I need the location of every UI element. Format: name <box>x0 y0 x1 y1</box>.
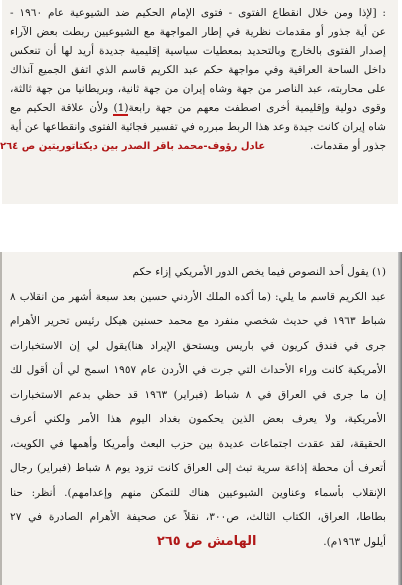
text-line: عبد الكريم قاسم ما يلي: (ما أكده الملك الأردني حسين بعد سبعة أشهر من انقلاب ٨ <box>10 290 386 303</box>
footnote-text <box>10 260 386 554</box>
source-reference: عادل رؤوف-محمد باقر الصدر بين ديكتاتوريتين ص ٢٦٤ <box>0 141 266 152</box>
text-segment: ولأن علاقة الحكيم مع <box>10 102 114 114</box>
text-line: الأمريكية، ولا يعرف بعض الذين يحكمون بغداد اليوم هذا الأمر ولكني أعرف <box>10 413 386 425</box>
text-line-with-footnote <box>10 99 386 118</box>
text-line: الإنقلاب بأسماء وعناوين الشيوعيين هناك للتمكن منهم وإعدامهم). أنظر: حنا <box>10 486 386 499</box>
text-segment: وقوى دولية وإقليمية أخرى اصطفت معهم من جهة رابعة <box>128 102 386 114</box>
text-line: بطاطا، العراق، الكتاب الثالث، ص٣٠٠، نقلاً عن صحيفة الأهرام الصادرة في ٢٧ <box>10 511 387 523</box>
text-line: شاه إيران كانت جيدة وعد هذا الربط مبرره في تفسير فجائية الفتوى وانقطاعها عن أية <box>9 121 386 133</box>
text-line: الحقيقة، لقد عقدت اجتماعات عديدة بين حزب البعث وأمريكا وأهمها في الكويت، <box>10 437 386 450</box>
text-line-with-page-ref <box>10 530 386 555</box>
text-line: : [لإذا ومن خلال انقطاع الفتوى - فتوى الإمام الحكيم ضد الشيوعية عام ١٩٦٠ - <box>10 7 386 19</box>
text-segment: جذور أو مقدمات. <box>310 140 386 152</box>
text-line-with-source <box>0 137 386 156</box>
text-segment: أيلول ١٩٦٣م). <box>323 535 386 548</box>
page-reference: الهامش ص ٢٦٥ <box>156 533 257 549</box>
text-line: داخل الساحة العراقية وفي مواجهة حكم عبد الكريم قاسم الذي اتفق الجميع آنذاك <box>10 64 386 76</box>
footnote-marker: (1) <box>113 102 129 114</box>
bottom-excerpt <box>2 252 398 585</box>
text-line: إصدار الفتوى بالخارج وبالتحديد بمعطيات سياسية إقليمية جديدة أريد لها أن تنعكس <box>10 45 386 57</box>
text-line: إن ما جرى في العراق في ٨ شباط (فبراير) ١٩٦٣ قد حظي بدعم الاستخبارات <box>10 388 387 401</box>
text-line: شباط ١٩٦٣ في حديث شخصي منفرد مع محمد حسنين هيكل رئيس تحرير الأهرام <box>10 315 386 327</box>
text-line: أتعرف أن محطة إذاعة سرية تبث إلى العراق كانت تزود يوم ٨ شباط (فبراير) رجال <box>10 462 386 474</box>
scan-edge-shadow <box>398 252 402 585</box>
top-excerpt <box>2 0 398 204</box>
top-excerpt-text <box>0 4 386 156</box>
text-line: على محاربته، عبد الناصر من جهة وشاه إيران من جهة ثانية، وبريطانيا من جهة ثالثة، <box>10 83 386 95</box>
text-line: جرى في فندق كريون في باريس ويستحق الإيراد هنا)يقول لي إن الاستخبارات <box>10 339 386 352</box>
text-line: (١) يقول أحد النصوص فيما يخص الدور الأمريكي إزاء حكم <box>132 266 386 278</box>
text-line: الأمريكية كانت وراء الأحداث التي جرت في الأردن عام ١٩٥٧ اسمح لي أن أقول لك <box>10 364 386 376</box>
text-line: عن أية جذور أو مقدمات نظرية في إطار المواجهة مع الشيوعيين ربطت بعض الآراء <box>10 26 386 38</box>
